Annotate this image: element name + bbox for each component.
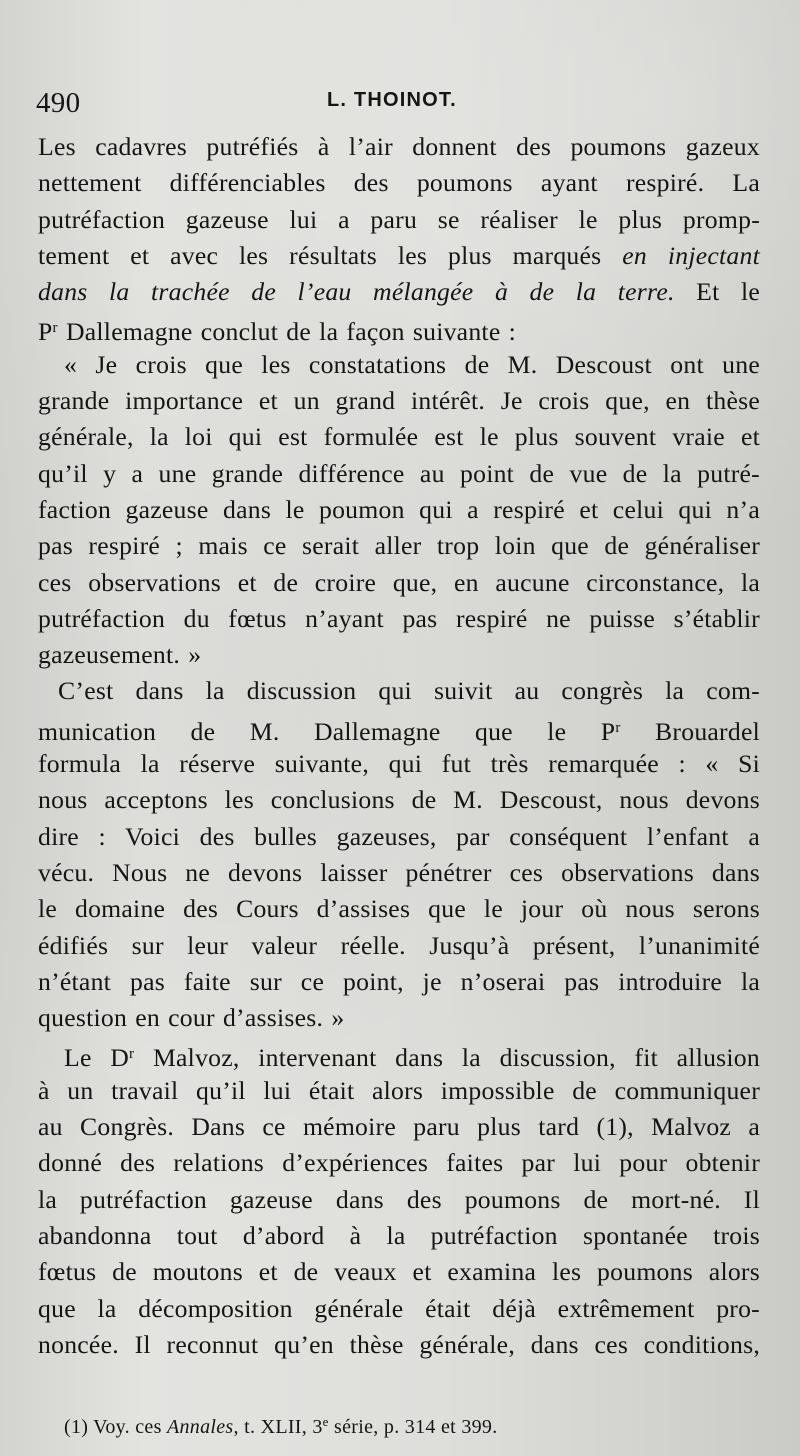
paragraph-2-line-2 [38,710,760,746]
text-line-3: putréfaction gazeuse lui a paru se réaliser le plus promp- [38,204,760,234]
paragraph-2-line-6: vécu. Nous ne devons laisser pénétrer ces observations dans [38,857,760,887]
quote-line-6: pas respiré ; mais ce serait aller trop loin que de généraliser [38,531,760,561]
running-head: L. THOINOT. [327,89,457,111]
footnote-prefix: Voy. ces [88,1416,167,1438]
paragraph-3-line-7: fœtus de moutons et de veaux et examina les poumons alors [38,1257,760,1287]
paragraph-2-line-9: n’étant pas faite sur ce point, je n’oserai pas introduire la [38,966,760,996]
text-line-4-italic: en injectant [622,240,760,270]
paragraph-2-line-8: édifiés sur leur valeur réelle. Jusqu’à présent, l’unanimité [38,930,760,960]
paragraph-3-line-5: la putréfaction gazeuse dans des poumons de mort-né. Il [38,1184,760,1214]
paragraph-3-line-3: au Congrès. Dans ce mémoire paru plus tard (1), Malvoz a [38,1112,760,1142]
paragraph-3-line-2: à un travail qu’il lui était alors impossible de communiquer [38,1075,760,1105]
text-line-6 [38,310,760,346]
paragraph-3-line-1-rest: Malvoz, intervenant dans la discussion, fit allusion [134,1043,760,1073]
page-number: 490 [36,87,81,119]
paragraph-2-line-2-start: munication de M. Dallemagne que le P [38,716,616,746]
footnote-superscript: e [322,1414,329,1429]
professor-superscript: r [52,320,58,337]
text-line-6-rest: Dallemagne conclut de la façon suivante : [57,317,517,347]
paragraph-2-line-1: C’est dans la discussion qui suivit au congrès la com- [58,676,760,706]
footnote-suffix: série, p. 314 et 399. [328,1416,498,1438]
quote-line-3: générale, la loi qui est formulée est le plus souvent vraie et [38,422,760,452]
text-line-4-regular: tement et avec les résultats les plus marqués [38,240,623,270]
paragraph-2-line-7: le domaine des Cours d’assises que le jour où nous serons [38,894,760,924]
paragraph-3-line-8: que la décomposition générale était déjà extrêmement pro- [38,1293,760,1323]
paragraph-2-line-4: nous acceptons les conclusions de M. Descoust, nous devons [38,785,760,815]
text-line-5-italic: dans la trachée de l’eau mélangée à de la terre. [38,277,675,307]
doctor-superscript: r [129,1046,135,1063]
text-line-5-regular: Et le [674,277,760,307]
text-line-2: nettement différenciables des poumons ayant respiré. La [38,168,760,198]
paragraph-2-line-5: dire : Voici des bulles gazeuses, par conséquent l’enfant a [38,821,760,851]
page-header [36,87,760,121]
doctor-abbreviation: Le D [64,1043,130,1073]
paragraph-2-line-2-end: Brouardel [620,716,760,746]
footnote-marker: (1) [64,1416,89,1438]
quote-line-9: gazeusement. » [38,640,202,670]
main-text [38,129,760,1363]
professor-superscript: r [615,719,621,736]
quote-line-4: qu’il y a une grande différence au point de vue de la putré- [38,458,760,488]
paragraph-3-line-4: donné des relations d’expériences faites par lui pour obtenir [38,1148,760,1178]
text-line-1: Les cadavres putréfiés à l’air donnent des poumons gazeux [38,132,760,161]
footnote-title: Annales [166,1416,234,1438]
paragraph-3-line-6: abandonna tout d’abord à la putréfaction spontanée trois [38,1220,760,1250]
quote-line-1: « Je crois que les constatations de M. Descoust ont une [64,349,760,379]
quote-line-7: ces observations et de croire que, en aucune circonstance, la [38,567,760,597]
paragraph-3-line-9: noncée. Il reconnut qu’en thèse générale, dans ces conditions, [38,1329,760,1359]
text-line-4 [38,238,760,274]
quote-line-8: putréfaction du fœtus n’ayant pas respiré ne puisse s’établir [38,603,760,633]
footnote [64,1414,498,1439]
text-line-5 [38,274,760,310]
footnote-mid: , t. XLII, 3 [233,1416,323,1438]
quote-line-5: faction gazeuse dans le poumon qui a respiré et celui qui n’a [38,494,760,524]
paragraph-2-line-3: formula la réserve suivante, qui fut très remarquée : « Si [38,749,760,779]
paragraph-3-line-1 [38,1036,760,1072]
quote-line-2: grande importance et un grand intérêt. Je crois que, en thèse [38,386,760,416]
paragraph-2-line-10: question en cour d’assises. » [38,1003,345,1033]
professor-abbreviation: P [38,317,53,347]
